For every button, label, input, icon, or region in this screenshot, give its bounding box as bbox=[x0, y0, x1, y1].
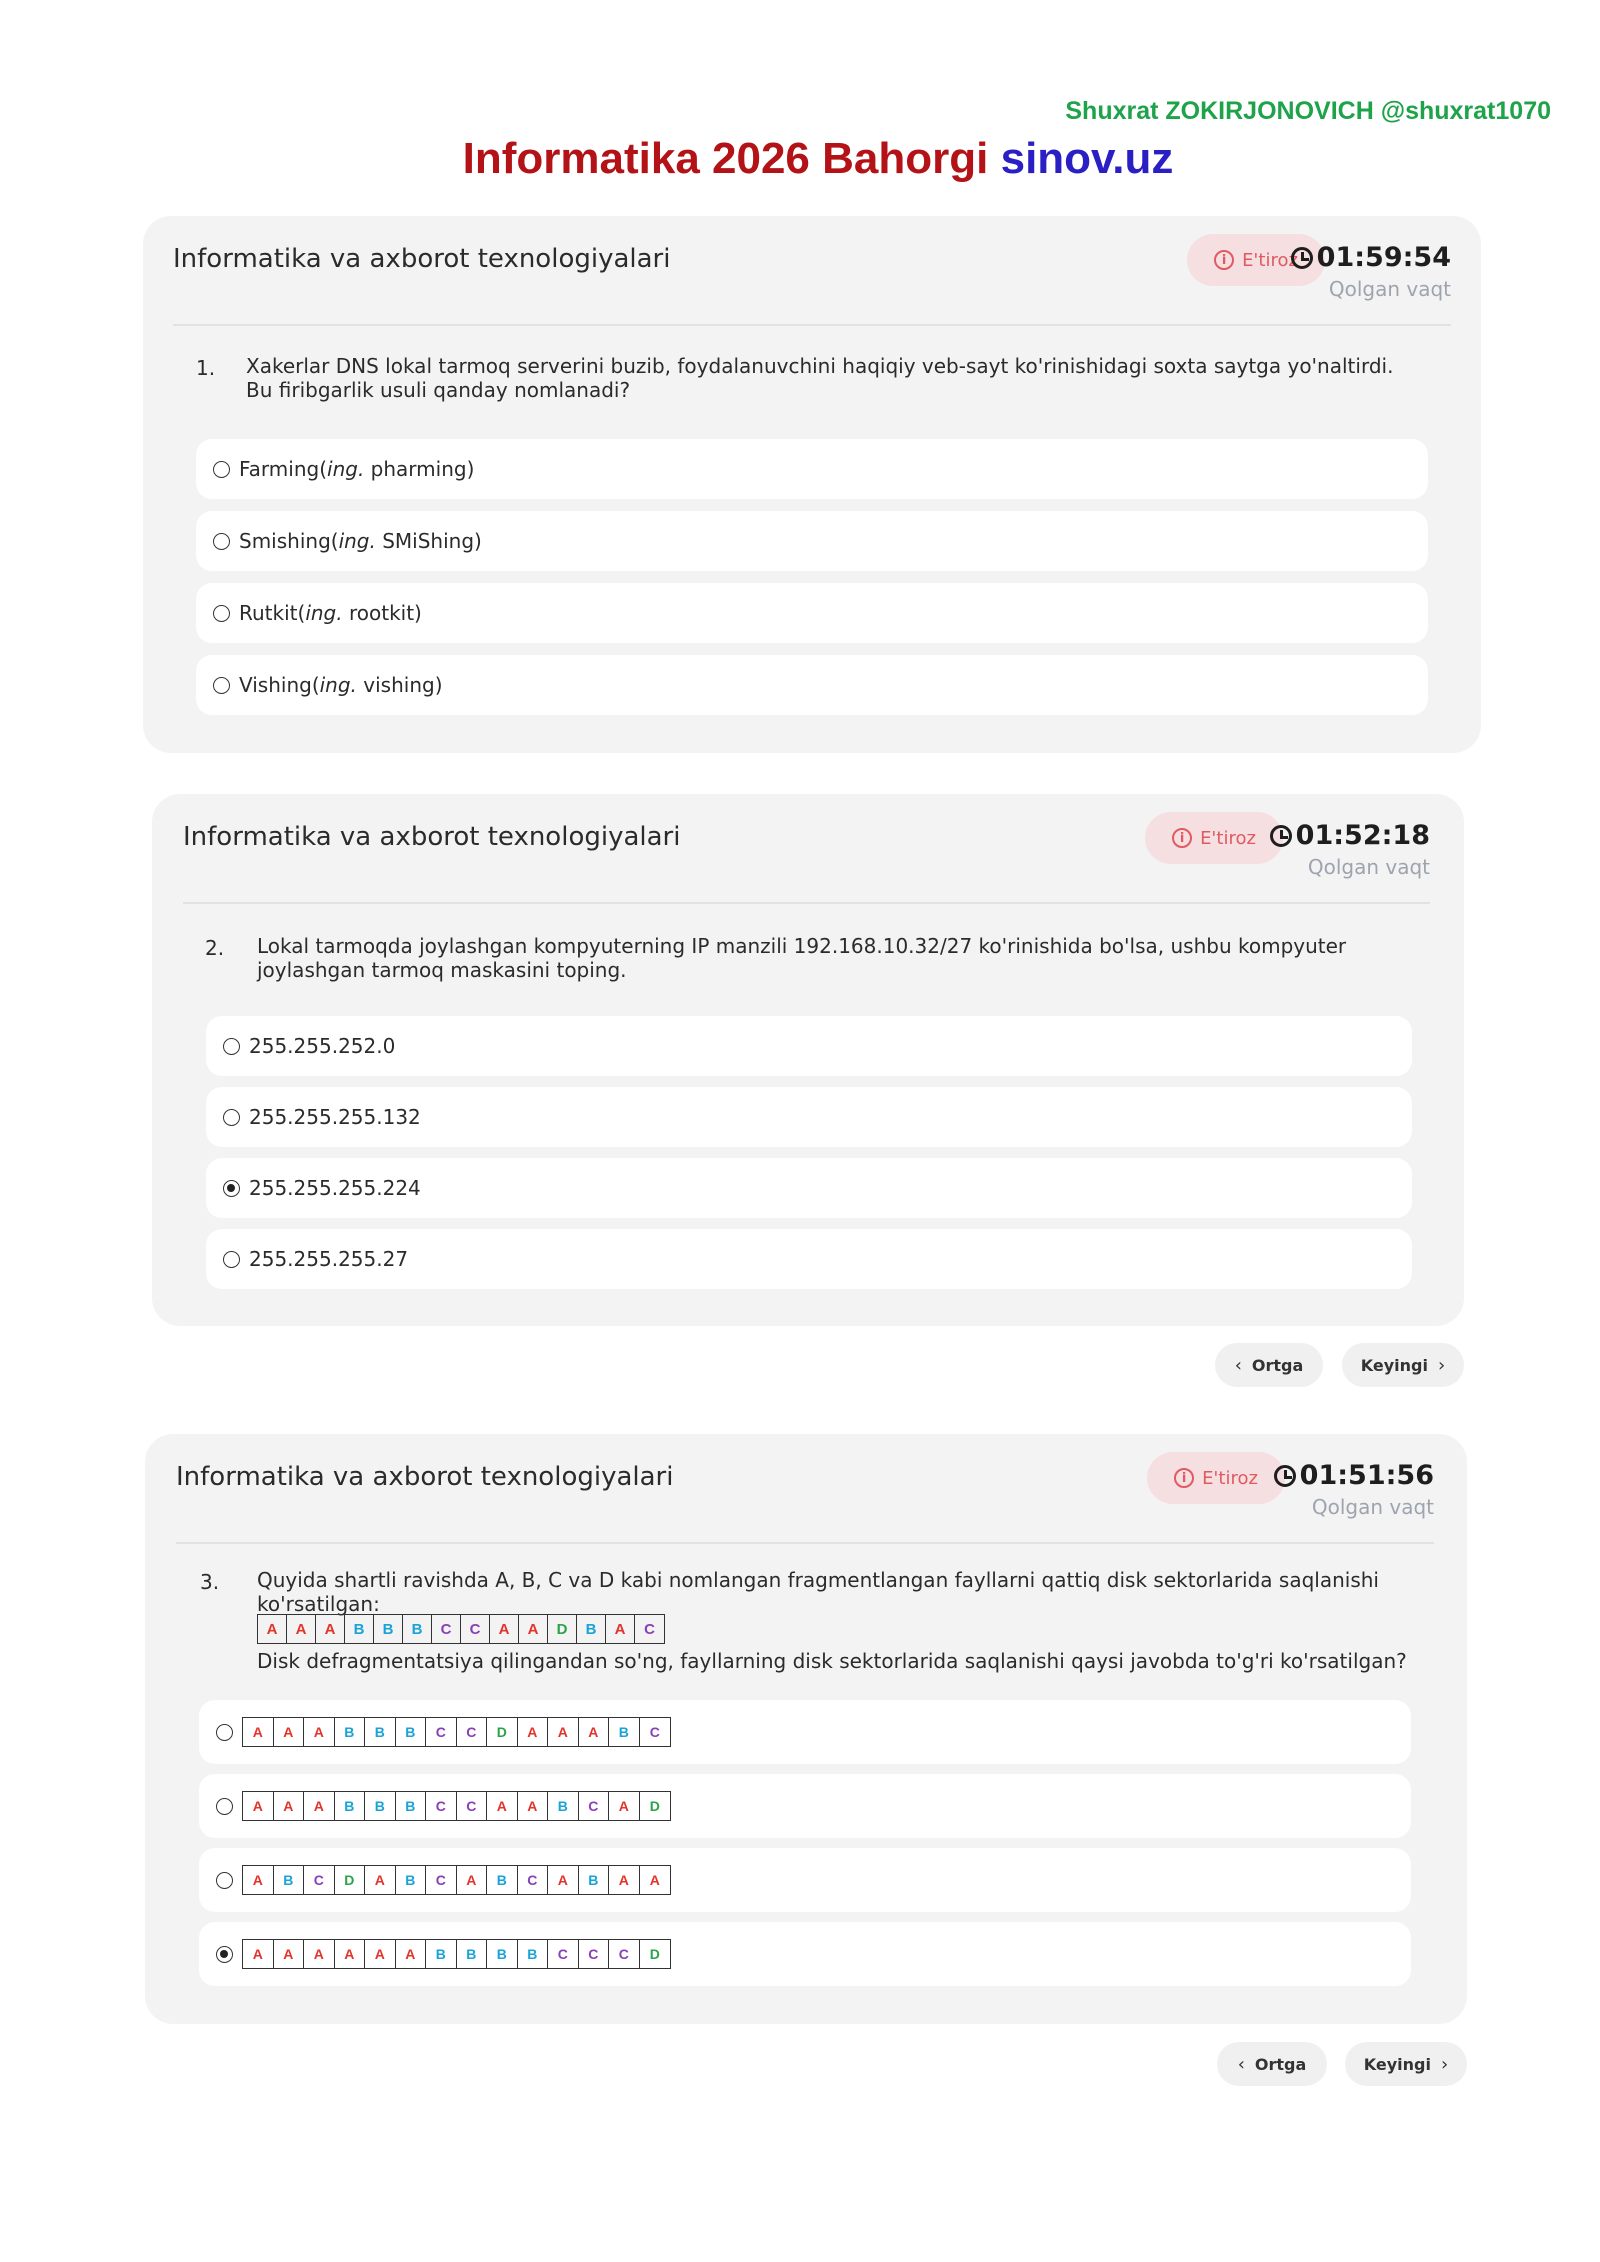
sector-cell: B bbox=[487, 1940, 518, 1968]
sector-cell: A bbox=[243, 1792, 274, 1820]
sector-cell: B bbox=[335, 1718, 366, 1746]
radio-button[interactable] bbox=[216, 1724, 233, 1741]
info-icon: i bbox=[1214, 250, 1234, 270]
sector-cell: B bbox=[403, 1615, 432, 1643]
sector-cell: D bbox=[335, 1866, 366, 1894]
answer-option[interactable] bbox=[196, 583, 1428, 643]
sector-cell: C bbox=[461, 1615, 490, 1643]
timer bbox=[1270, 820, 1430, 879]
timer-label: Qolgan vaqt bbox=[1311, 1495, 1434, 1519]
answer-option-selected[interactable] bbox=[199, 1922, 1411, 1986]
sector-cell: A bbox=[548, 1866, 579, 1894]
sector-cell: B bbox=[274, 1866, 305, 1894]
sector-cell: C bbox=[518, 1866, 549, 1894]
radio-button-checked[interactable] bbox=[216, 1946, 233, 1963]
sector-cell: B bbox=[396, 1718, 427, 1746]
sector-cell: C bbox=[609, 1940, 640, 1968]
radio-button[interactable] bbox=[223, 1251, 240, 1268]
sector-cell: B bbox=[365, 1792, 396, 1820]
option-label: 255.255.252.0 bbox=[249, 1034, 396, 1058]
sector-cell: B bbox=[345, 1615, 374, 1643]
sector-cell: C bbox=[432, 1615, 461, 1643]
chevron-left-icon: ‹ bbox=[1234, 1354, 1242, 1376]
subject-title: Informatika va axborot texnologiyalari bbox=[183, 822, 681, 852]
sector-cell: C bbox=[426, 1792, 457, 1820]
sector-cell: D bbox=[548, 1615, 577, 1643]
sector-cell: A bbox=[316, 1615, 345, 1643]
sector-cell: C bbox=[457, 1718, 488, 1746]
clock-icon bbox=[1270, 825, 1292, 847]
sector-cell: C bbox=[426, 1718, 457, 1746]
sector-cell: D bbox=[649, 1946, 660, 1962]
radio-button[interactable] bbox=[213, 533, 230, 550]
sector-cell: B bbox=[548, 1792, 579, 1820]
sector-cell: A bbox=[365, 1940, 396, 1968]
title-site: sinov.uz bbox=[1000, 134, 1174, 183]
sector-cell: A bbox=[274, 1940, 305, 1968]
answer-option[interactable] bbox=[206, 1087, 1412, 1147]
sector-cell: B bbox=[609, 1718, 640, 1746]
etiroz-label: E'tiroz bbox=[1242, 249, 1298, 271]
option-label: 255.255.255.224 bbox=[249, 1176, 421, 1200]
sector-cell: A bbox=[396, 1940, 427, 1968]
question-text: Quyida shartli ravishda A, B, C va D kabi nomlangan fragmentlangan fayllarni qattiq disk sektorlarida saqlanishi ko'rsatilgan: bbox=[257, 1568, 1379, 1616]
sector-cell: A bbox=[457, 1866, 488, 1894]
answer-option[interactable] bbox=[206, 1229, 1412, 1289]
answer-option[interactable] bbox=[206, 1016, 1412, 1076]
radio-button[interactable] bbox=[213, 677, 230, 694]
sector-cell: A bbox=[287, 1615, 316, 1643]
sector-cell: B bbox=[396, 1792, 427, 1820]
sector-cell: D bbox=[487, 1718, 518, 1746]
sector-cell: C bbox=[579, 1792, 610, 1820]
sector-cell: A bbox=[606, 1615, 635, 1643]
question-text: Lokal tarmoqda joylashgan kompyuterning IP manzili 192.168.10.32/27 ko'rinishida bo'lsa, ushbu kompyuter joylashgan tarmoq maskasini toping. bbox=[257, 934, 1347, 982]
sector-cell: A bbox=[365, 1866, 396, 1894]
card-header bbox=[176, 1434, 1434, 1544]
sector-cell: C bbox=[649, 1724, 660, 1740]
card-header bbox=[183, 794, 1430, 904]
next-label: Keyingi bbox=[1360, 1355, 1428, 1375]
etiroz-button[interactable] bbox=[1147, 1452, 1285, 1504]
sector-cell: B bbox=[374, 1615, 403, 1643]
sector-cell: D bbox=[649, 1798, 660, 1814]
sector-cell: B bbox=[457, 1940, 488, 1968]
card-header bbox=[173, 216, 1451, 326]
timer-label: Qolgan vaqt bbox=[1328, 277, 1451, 301]
question-card-3 bbox=[145, 1434, 1467, 2024]
back-label: Ortga bbox=[1251, 1355, 1304, 1375]
answer-option[interactable] bbox=[199, 1848, 1411, 1912]
timer-value: 01:52:18 bbox=[1295, 820, 1430, 851]
question-number: 2. bbox=[205, 936, 225, 960]
sector-cell: A bbox=[304, 1792, 335, 1820]
sector-cell: A bbox=[548, 1718, 579, 1746]
sector-cell: A bbox=[304, 1718, 335, 1746]
sector-cell: A bbox=[487, 1792, 518, 1820]
timer-value: 01:59:54 bbox=[1316, 242, 1451, 273]
timer-label: Qolgan vaqt bbox=[1307, 855, 1430, 879]
answer-option[interactable] bbox=[196, 439, 1428, 499]
fragment-sequence bbox=[257, 1614, 665, 1644]
sector-cell: B bbox=[365, 1718, 396, 1746]
option-sequence bbox=[242, 1791, 671, 1821]
chevron-left-icon: ‹ bbox=[1237, 2053, 1245, 2075]
sector-cell: A bbox=[335, 1940, 366, 1968]
sector-cell: B bbox=[487, 1866, 518, 1894]
etiroz-label: E'tiroz bbox=[1200, 827, 1256, 849]
option-label: 255.255.255.27 bbox=[249, 1247, 409, 1271]
timer bbox=[1274, 1460, 1434, 1519]
sector-cell: A bbox=[304, 1940, 335, 1968]
question-card-1 bbox=[143, 216, 1481, 753]
sector-cell: B bbox=[396, 1866, 427, 1894]
radio-button[interactable] bbox=[223, 1109, 240, 1126]
sector-cell: C bbox=[426, 1866, 457, 1894]
timer-value: 01:51:56 bbox=[1299, 1460, 1434, 1491]
sector-cell: A bbox=[490, 1615, 519, 1643]
sector-cell: C bbox=[644, 1620, 655, 1638]
sector-cell: A bbox=[258, 1615, 287, 1643]
radio-button-checked[interactable] bbox=[223, 1180, 240, 1197]
back-button[interactable] bbox=[1217, 2042, 1327, 2086]
sector-cell: A bbox=[518, 1792, 549, 1820]
sector-cell: A bbox=[243, 1940, 274, 1968]
question-text-after: Disk defragmentatsiya qilingandan so'ng, fayllarning disk sektorlarida saqlanishi qaysi javobda to'g'ri ko'rsatilgan? bbox=[257, 1649, 1407, 1673]
info-icon: i bbox=[1172, 828, 1192, 848]
chevron-right-icon: › bbox=[1438, 1354, 1446, 1376]
sector-cell: B bbox=[426, 1940, 457, 1968]
sector-cell: A bbox=[609, 1866, 640, 1894]
question-text: Xakerlar DNS lokal tarmoq serverini buzib, foydalanuvchini haqiqiy veb-sayt ko'rinishidagi soxta saytga yo'naltirdi. Bu firibgarlik usuli qanday nomlanadi? bbox=[246, 354, 1394, 402]
sector-cell: B bbox=[335, 1792, 366, 1820]
chevron-right-icon: › bbox=[1441, 2053, 1449, 2075]
radio-button[interactable] bbox=[213, 461, 230, 478]
answer-option[interactable] bbox=[196, 511, 1428, 571]
answer-option-selected[interactable] bbox=[206, 1158, 1412, 1218]
option-sequence bbox=[242, 1939, 671, 1969]
radio-button[interactable] bbox=[223, 1038, 240, 1055]
sector-cell: A bbox=[519, 1615, 548, 1643]
back-button[interactable] bbox=[1215, 1343, 1323, 1387]
radio-button[interactable] bbox=[216, 1872, 233, 1889]
sector-cell: A bbox=[274, 1792, 305, 1820]
subject-title: Informatika va axborot texnologiyalari bbox=[176, 1462, 674, 1492]
sector-cell: A bbox=[243, 1718, 274, 1746]
clock-icon bbox=[1291, 247, 1313, 269]
sector-cell: A bbox=[609, 1792, 640, 1820]
info-icon: i bbox=[1174, 1468, 1194, 1488]
option-label: Vishing(ing. vishing) bbox=[239, 673, 443, 697]
next-button[interactable] bbox=[1345, 2042, 1467, 2086]
sector-cell: A bbox=[518, 1718, 549, 1746]
sector-cell: C bbox=[457, 1792, 488, 1820]
option-label: Rutkit(ing. rootkit) bbox=[239, 601, 422, 625]
sector-cell: A bbox=[649, 1872, 660, 1888]
timer bbox=[1291, 242, 1451, 301]
sector-cell: C bbox=[548, 1940, 579, 1968]
author-credit: Shuxrat ZOKIRJONOVICH @shuxrat1070 bbox=[1065, 97, 1551, 125]
document-title bbox=[0, 134, 1600, 184]
next-label: Keyingi bbox=[1363, 2054, 1431, 2074]
option-label: Smishing(ing. SMiShing) bbox=[239, 529, 482, 553]
option-label: 255.255.255.132 bbox=[249, 1105, 421, 1129]
etiroz-button[interactable] bbox=[1145, 812, 1283, 864]
sector-cell: B bbox=[518, 1940, 549, 1968]
sector-cell: C bbox=[304, 1866, 335, 1894]
title-main: Informatika 2026 Bahorgi bbox=[462, 134, 989, 183]
option-sequence bbox=[242, 1717, 671, 1747]
option-sequence bbox=[242, 1865, 671, 1895]
sector-cell: A bbox=[579, 1718, 610, 1746]
answer-option[interactable] bbox=[196, 655, 1428, 715]
clock-icon bbox=[1274, 1465, 1296, 1487]
radio-button[interactable] bbox=[216, 1798, 233, 1815]
sector-cell: A bbox=[243, 1866, 274, 1894]
option-label: Farming(ing. pharming) bbox=[239, 457, 475, 481]
sector-cell: B bbox=[579, 1866, 610, 1894]
question-number: 1. bbox=[196, 356, 216, 380]
etiroz-label: E'tiroz bbox=[1202, 1467, 1258, 1489]
sector-cell: C bbox=[579, 1940, 610, 1968]
back-label: Ortga bbox=[1254, 2054, 1307, 2074]
sector-cell: B bbox=[577, 1615, 606, 1643]
answer-option[interactable] bbox=[199, 1774, 1411, 1838]
sector-cell: A bbox=[274, 1718, 305, 1746]
question-card-2 bbox=[152, 794, 1464, 1326]
subject-title: Informatika va axborot texnologiyalari bbox=[173, 244, 671, 274]
radio-button[interactable] bbox=[213, 605, 230, 622]
question-number: 3. bbox=[200, 1570, 220, 1594]
next-button[interactable] bbox=[1342, 1343, 1464, 1387]
answer-option[interactable] bbox=[199, 1700, 1411, 1764]
